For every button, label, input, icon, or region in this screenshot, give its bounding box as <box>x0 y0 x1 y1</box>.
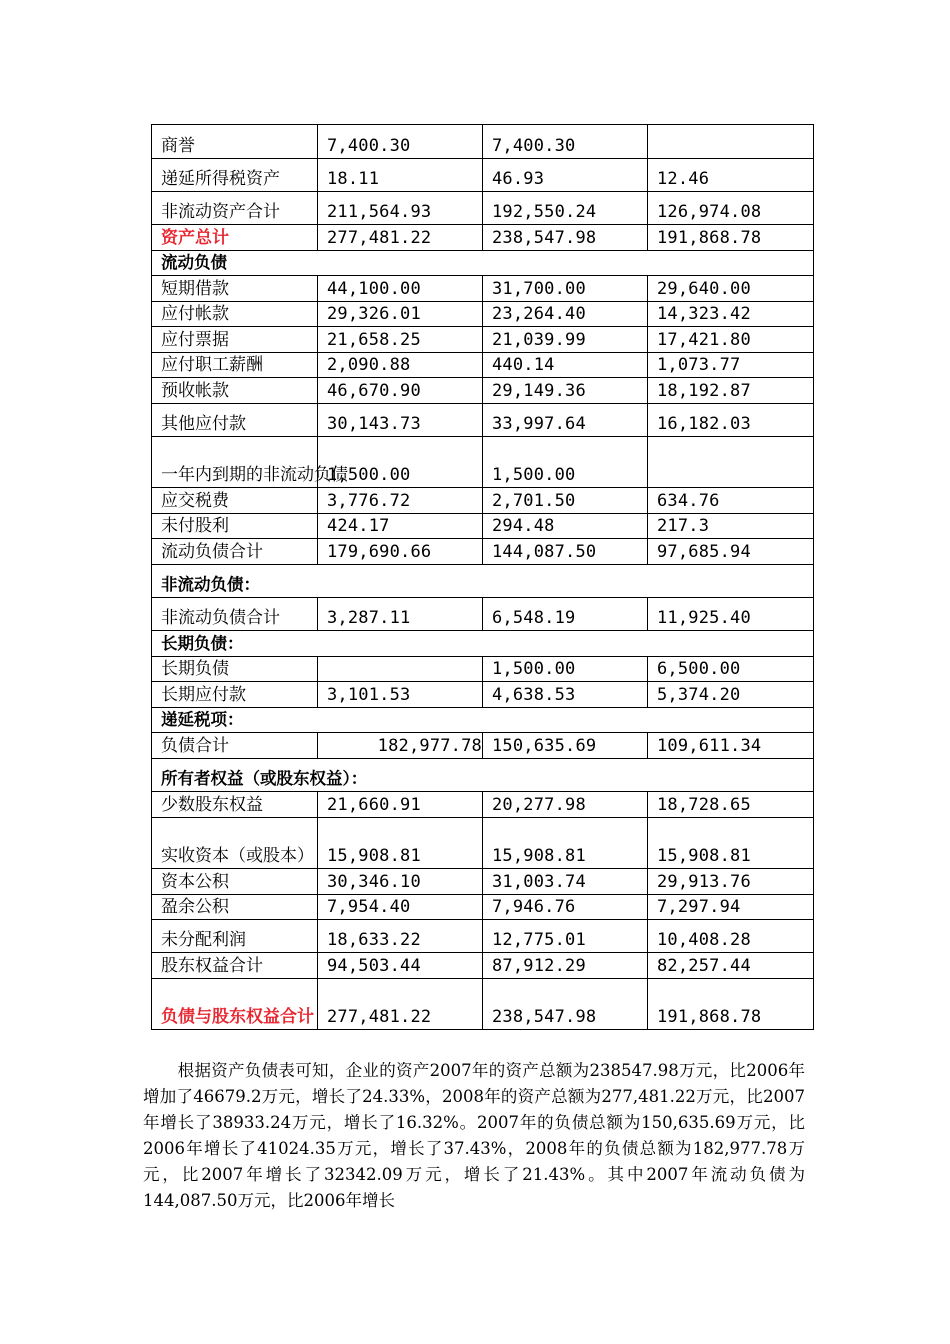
table-row <box>152 514 814 539</box>
value-cell-1: 30,143.73 <box>318 404 483 437</box>
value-cell-1: 29,326.01 <box>318 302 483 327</box>
value-cell-1: 21,658.25 <box>318 327 483 353</box>
value-cell-3: 217.3 <box>648 514 814 539</box>
section-header-row <box>152 759 814 792</box>
value-cell-1: 18,633.22 <box>318 920 483 953</box>
row-label: 预收帐款 <box>152 378 318 404</box>
value-cell-3: 97,685.94 <box>648 539 814 565</box>
value-cell-1: 3,287.11 <box>318 598 483 631</box>
row-label: 商誉 <box>152 125 318 159</box>
table-row <box>152 792 814 818</box>
value-cell-3: 109,611.34 <box>648 733 814 759</box>
value-cell-2: 440.14 <box>483 353 648 378</box>
row-label: 流动负债合计 <box>152 539 318 565</box>
row-label: 未分配利润 <box>152 920 318 953</box>
section-label: 非流动负债： <box>152 565 814 598</box>
value-cell-2: 31,700.00 <box>483 276 648 302</box>
value-cell-1: 2,090.88 <box>318 353 483 378</box>
value-cell-1: 211,564.93 <box>318 192 483 225</box>
row-label: 递延所得税资产 <box>152 159 318 192</box>
value-cell-1: 1,500.00 <box>318 437 483 488</box>
table-row <box>152 869 814 895</box>
section-label: 递延税项： <box>152 708 814 733</box>
table-row <box>152 818 814 869</box>
row-label: 负债与股东权益合计 <box>152 979 318 1030</box>
value-cell-1: 179,690.66 <box>318 539 483 565</box>
value-cell-1: 7,954.40 <box>318 895 483 920</box>
value-cell-3: 5,374.20 <box>648 682 814 708</box>
table-row <box>152 979 814 1030</box>
value-cell-1: 3,101.53 <box>318 682 483 708</box>
row-label: 非流动资产合计 <box>152 192 318 225</box>
value-cell-3: 191,868.78 <box>648 979 814 1030</box>
value-cell-3: 29,913.76 <box>648 869 814 895</box>
table-row <box>152 327 814 353</box>
value-cell-2: 7,946.76 <box>483 895 648 920</box>
value-cell-2: 1,500.00 <box>483 657 648 682</box>
section-header-row <box>152 708 814 733</box>
value-cell-3: 191,868.78 <box>648 225 814 251</box>
value-cell-3: 6,500.00 <box>648 657 814 682</box>
table-row <box>152 404 814 437</box>
value-cell-3: 126,974.08 <box>648 192 814 225</box>
value-cell-1: 3,776.72 <box>318 488 483 514</box>
row-label: 应付帐款 <box>152 302 318 327</box>
row-label: 长期负债 <box>152 657 318 682</box>
value-cell-3: 10,408.28 <box>648 920 814 953</box>
value-cell-1: 424.17 <box>318 514 483 539</box>
value-cell-3: 634.76 <box>648 488 814 514</box>
value-cell-2: 150,635.69 <box>483 733 648 759</box>
value-cell-2: 294.48 <box>483 514 648 539</box>
value-cell-1: 30,346.10 <box>318 869 483 895</box>
table-row <box>152 953 814 979</box>
value-cell-2: 1,500.00 <box>483 437 648 488</box>
value-cell-2: 33,997.64 <box>483 404 648 437</box>
value-cell-1: 94,503.44 <box>318 953 483 979</box>
value-cell-1: 44,100.00 <box>318 276 483 302</box>
table-row <box>152 192 814 225</box>
value-cell-1: 7,400.30 <box>318 125 483 159</box>
table-row <box>152 378 814 404</box>
section-label: 流动负债 <box>152 251 814 276</box>
value-cell-1: 15,908.81 <box>318 818 483 869</box>
row-label: 负债合计 <box>152 733 318 759</box>
value-cell-3: 1,073.77 <box>648 353 814 378</box>
value-cell-1 <box>318 657 483 682</box>
row-label: 应交税费 <box>152 488 318 514</box>
table-row <box>152 225 814 251</box>
table-row <box>152 125 814 159</box>
section-header-row <box>152 631 814 657</box>
value-cell-2: 20,277.98 <box>483 792 648 818</box>
table-row <box>152 437 814 488</box>
section-label: 长期负债： <box>152 631 814 657</box>
row-label: 一年内到期的非流动负债 <box>152 437 318 488</box>
row-label: 短期借款 <box>152 276 318 302</box>
value-cell-3: 12.46 <box>648 159 814 192</box>
analysis-paragraph <box>143 1058 805 1214</box>
value-cell-3: 18,728.65 <box>648 792 814 818</box>
value-cell-1: 18.11 <box>318 159 483 192</box>
value-cell-2: 238,547.98 <box>483 225 648 251</box>
value-cell-3: 15,908.81 <box>648 818 814 869</box>
row-label: 应付职工薪酬 <box>152 353 318 378</box>
section-label: 所有者权益（或股东权益）： <box>152 759 814 792</box>
table-row <box>152 302 814 327</box>
row-label: 股东权益合计 <box>152 953 318 979</box>
table-row <box>152 159 814 192</box>
row-label: 长期应付款 <box>152 682 318 708</box>
table-row <box>152 539 814 565</box>
value-cell-2: 46.93 <box>483 159 648 192</box>
row-label: 实收资本（或股本） <box>152 818 318 869</box>
value-cell-1: 46,670.90 <box>318 378 483 404</box>
table-row <box>152 733 814 759</box>
value-cell-3: 14,323.42 <box>648 302 814 327</box>
table-row <box>152 920 814 953</box>
row-label: 非流动负债合计 <box>152 598 318 631</box>
section-header-row <box>152 251 814 276</box>
value-cell-2: 31,003.74 <box>483 869 648 895</box>
row-label: 资产总计 <box>152 225 318 251</box>
value-cell-2: 29,149.36 <box>483 378 648 404</box>
value-cell-2: 15,908.81 <box>483 818 648 869</box>
table-row <box>152 598 814 631</box>
value-cell-1: 182,977.78 <box>318 733 483 759</box>
value-cell-3 <box>648 437 814 488</box>
value-cell-2: 238,547.98 <box>483 979 648 1030</box>
value-cell-1: 21,660.91 <box>318 792 483 818</box>
value-cell-2: 7,400.30 <box>483 125 648 159</box>
value-cell-1: 277,481.22 <box>318 225 483 251</box>
table-row <box>152 488 814 514</box>
table-row <box>152 657 814 682</box>
value-cell-3: 11,925.40 <box>648 598 814 631</box>
value-cell-2: 21,039.99 <box>483 327 648 353</box>
value-cell-2: 192,550.24 <box>483 192 648 225</box>
row-label: 应付票据 <box>152 327 318 353</box>
value-cell-3: 29,640.00 <box>648 276 814 302</box>
value-cell-2: 6,548.19 <box>483 598 648 631</box>
balance-sheet-table <box>151 124 814 1030</box>
table-row <box>152 276 814 302</box>
value-cell-3: 17,421.80 <box>648 327 814 353</box>
row-label: 少数股东权益 <box>152 792 318 818</box>
row-label: 资本公积 <box>152 869 318 895</box>
table-row <box>152 895 814 920</box>
row-label: 未付股利 <box>152 514 318 539</box>
value-cell-3: 18,192.87 <box>648 378 814 404</box>
row-label: 其他应付款 <box>152 404 318 437</box>
analysis-text: 根据资产负债表可知，企业的资产2007年的资产总额为238547.98万元，比2006年增加了46679.2万元，增长了24.33%，2008年的资产总额为277,481.22万元，比2007年增长了38933.24万元，增长了16.32%。2007年的负债总额为150,635.69万元，比2006年增长了41024.35万元，增长了37.43%，2008年的负债总额为182,977.78万元，比2007年增长了32342.09万元，增长了21.43%。其中2007年流动负债为144,087.50万元，比2006年增长 <box>143 1061 805 1210</box>
value-cell-2: 4,638.53 <box>483 682 648 708</box>
value-cell-1: 277,481.22 <box>318 979 483 1030</box>
table-row <box>152 353 814 378</box>
value-cell-3: 7,297.94 <box>648 895 814 920</box>
section-header-row <box>152 565 814 598</box>
value-cell-3: 16,182.03 <box>648 404 814 437</box>
table-row <box>152 682 814 708</box>
value-cell-3 <box>648 125 814 159</box>
value-cell-3: 82,257.44 <box>648 953 814 979</box>
value-cell-2: 144,087.50 <box>483 539 648 565</box>
value-cell-2: 2,701.50 <box>483 488 648 514</box>
value-cell-2: 87,912.29 <box>483 953 648 979</box>
value-cell-2: 12,775.01 <box>483 920 648 953</box>
row-label: 盈余公积 <box>152 895 318 920</box>
value-cell-2: 23,264.40 <box>483 302 648 327</box>
